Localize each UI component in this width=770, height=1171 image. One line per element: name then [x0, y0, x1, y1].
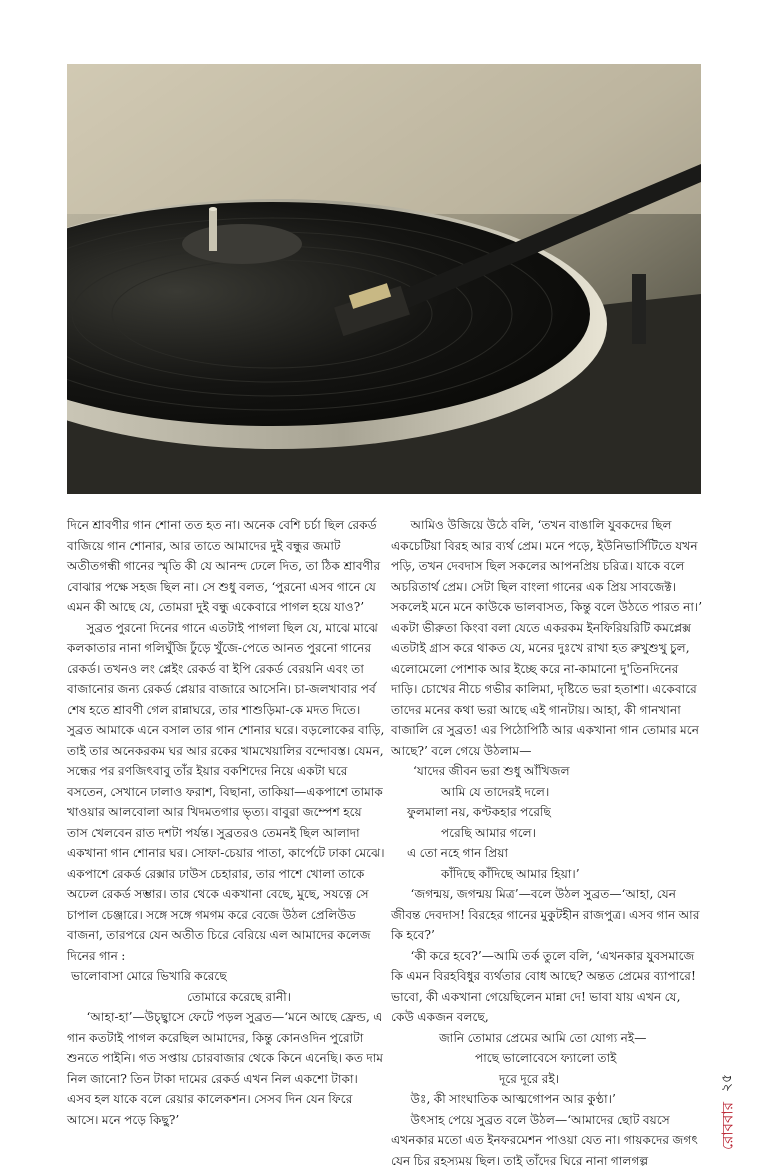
page-footer — [715, 1030, 739, 1150]
verse-line: এ তো নহে গান প্রিয়া — [391, 843, 703, 864]
paragraph: দিনে শ্রাবণীর গান শোনা তত হত না। অনেক বেশি চর্চা ছিল রেকর্ড বাজিয়ে গান শোনার, আর তাতে আমাদের দুই বন্ধুর জমাট অতীতগন্ধী গানের স্মৃতি কী যে আনন্দ ঢেলে দিত, তা ঠিক শ্রাবণীর বোঝার পক্ষে সহজ ছিল না। সে শুধু বলত, ‘পুরনো এসব গানে যে এমন কী আছে যে, তোমরা দুই বন্ধু একেবারে পাগল হয়ে যাও?’ — [67, 515, 385, 618]
paragraph: আমিও উজিয়ে উঠে বলি, ‘তখন বাঙালি যুবকদের ছিল একচেটিয়া বিরহ আর ব্যর্থ প্রেম। মনে পড়ে, ইউনিভার্সিটিতে যখন পড়ি, তখন দেবদাস ছিল সকলের আপনপ্রিয় চরিত্র। যাকে বলে অচরিতার্থ প্রেম। সেটা ছিল বাংলা গানের এক প্রিয় সাবজেক্ট। সকলেই মনে মনে কাউকে ভালবাসত, কিন্তু বলে উঠতে পারত না।’ একটা ভীরুতা কিংবা বলা যেতে একরকম ইনফিরিয়রিটি কমপ্লেক্স এতটাই গ্রাস করে থাকত যে, মনের দুঃখে রাখা হত রুখুশুখু চুল, এলোমেলো পোশাক আর ইচ্ছে করে না-কামানো দু'তিনদিনের দাড়ি। চোখের নীচে গভীর কালিমা, দৃষ্টিতে ভরা হতাশা। একেবারে তাদের মনের কথা ভরা আছে এই গানটায়। আহা, কী গানখানা বাজালি রে সুব্রত! এর পিঠোপিঠি আর একখানা গান তোমার মনে আছে?’ বলে গেয়ে উঠলাম— — [391, 515, 703, 761]
left-text-column — [67, 515, 385, 1130]
turntable-photo — [67, 64, 701, 494]
verse-line: ভালোবাসা মোরে ভিখারি করেছে — [67, 966, 385, 987]
verse-line: দূরে দূরে রই। — [391, 1069, 703, 1090]
verse-line: তোমারে করেছে রানী। — [67, 987, 385, 1008]
paragraph: ‘আহা-হা’—উচ্ছ্বাসে ফেটে পড়ল সুব্রত—‘মনে আছে ফ্রেন্ড, এ গান কতটাই পাগল করেছিল আমাদের, কিন্তু কোনওদিন পুরোটা শুনতে পাইনি। গত সপ্তায় চোরবাজার থেকে কিনে এনেছি। কত দাম নিল জানো? তিন টাকা দামের রেকর্ড এখন নিল একশো টাকা। এসব হল যাকে বলে রেয়ার কালেকশন। সেসব দিন যেন ফিরে আসে। মনে পড়ে কিছু?’ — [67, 1007, 385, 1130]
paragraph: উৎসাহ পেয়ে সুব্রত বলে উঠল—‘আমাদের ছোট বয়সে এখনকার মতো এত ইনফরমেশন পাওয়া যেত না। গায়কদের জগৎ যেন চির রহস্যময় ছিল। তাই তাঁদের ঘিরে নানা গালগল্প — [391, 1110, 703, 1171]
paragraph: সুব্রত পুরনো দিনের গানে এতটাই পাগলা ছিল যে, মাঝে মাঝে কলকাতার নানা গলিঘুঁজি ঢুঁড়ে খুঁজে-পেতে আনত পুরনো গানের রেকর্ড। তখনও লং প্লেইং রেকর্ড বা ইপি রেকর্ড বেরয়নি এবং তা বাজানোর জন্য রেকর্ড প্লেয়ার বাজারে আসেনি। চা-জলখাবার পর্ব শেষ হতে শ্রাবণী গেল রান্নাঘরে, তার শাশুড়িমা-কে মদত দিতে। সুব্রত আমাকে এনে বসাল তার গান শোনার ঘরে। বড়লোকের বাড়ি, তাই তার অনেকরকম ঘর আর রকের খামখেয়ালির বন্দোবস্ত। যেমন, সন্ধের পর রণজিৎবাবু তাঁর ইয়ার বকশিদের নিয়ে একটা ঘরে বসতেন, সেখানে ঢালাও ফরাশ, বিছানা, তাকিয়া—একপাশে তামাক খাওয়ার আলবোলা আর খিদমতগার ভৃত্য। বাবুরা জম্পেশ হয়ে তাস খেলবেন রাত দশটা পর্যন্ত। সুব্রতরও তেমনই ছিল আলাদা একখানা গান শোনার ঘর। সোফা-চেয়ার পাতা, কার্পেটে ঢাকা মেঝে। একপাশে রেকর্ড রেক্সার ঢাউস চেহারার, তার পাশে খোলা তাকে অঢেল রেকর্ড সম্ভার। তার থেকে একখানা বেছে, মুছে, সযত্নে সে চাপাল চেঞ্জারে। সঙ্গে সঙ্গে গমগম করে বেজে উঠল প্রেলিউড বাজনা, তারপরে যেন অতীত চিরে বেরিয়ে এল আমাদের কলেজ দিনের গান : — [67, 618, 385, 967]
magazine-name: রোববার — [715, 1102, 740, 1150]
page-number: ২৫ — [715, 1074, 739, 1092]
paragraph: ‘জগন্ময়, জগন্ময় মিত্র’—বলে উঠল সুব্রত—‘আহা, যেন জীবন্ত দেবদাস! বিরহের গানের মুকুটহীন রাজপুত্র। এসব গান আর কি হবে?’ — [391, 884, 703, 946]
verse-line: পাছে ভালোবেসে ফ্যালো তাই — [391, 1048, 703, 1069]
verse-line: ফুলমালা নয়, কণ্টকহার পরেছি — [391, 802, 703, 823]
paragraph: উঃ, কী সাংঘাতিক আত্মগোপন আর কুণ্ঠা।’ — [391, 1089, 703, 1110]
verse-line: পরেছি আমার গলে। — [391, 823, 703, 844]
verse-line: কাঁদিছে কাঁদিছে আমার হিয়া।’ — [391, 864, 703, 885]
paragraph: ‘কী করে হবে?’—আমি তর্ক তুলে বলি, ‘এখনকার যুবসমাজে কি এমন বিরহবিধুর ব্যর্থতার বোধ আছে? অন্তত প্রেমের ব্যাপারে! ভাবো, কী একখানা গেয়েছিলেন মান্না দে! ভাবা যায় এখন যে, কেউ একজন বলছে, — [391, 946, 703, 1028]
right-text-column — [391, 515, 703, 1171]
verse-line: জানি তোমার প্রেমের আমি তো যোগ্য নই— — [391, 1028, 703, 1049]
verse-line: ‘যাদের জীবন ভরা শুধু আঁখিজল — [391, 761, 703, 782]
verse-line: আমি যে তাদেরই দলে। — [391, 782, 703, 803]
